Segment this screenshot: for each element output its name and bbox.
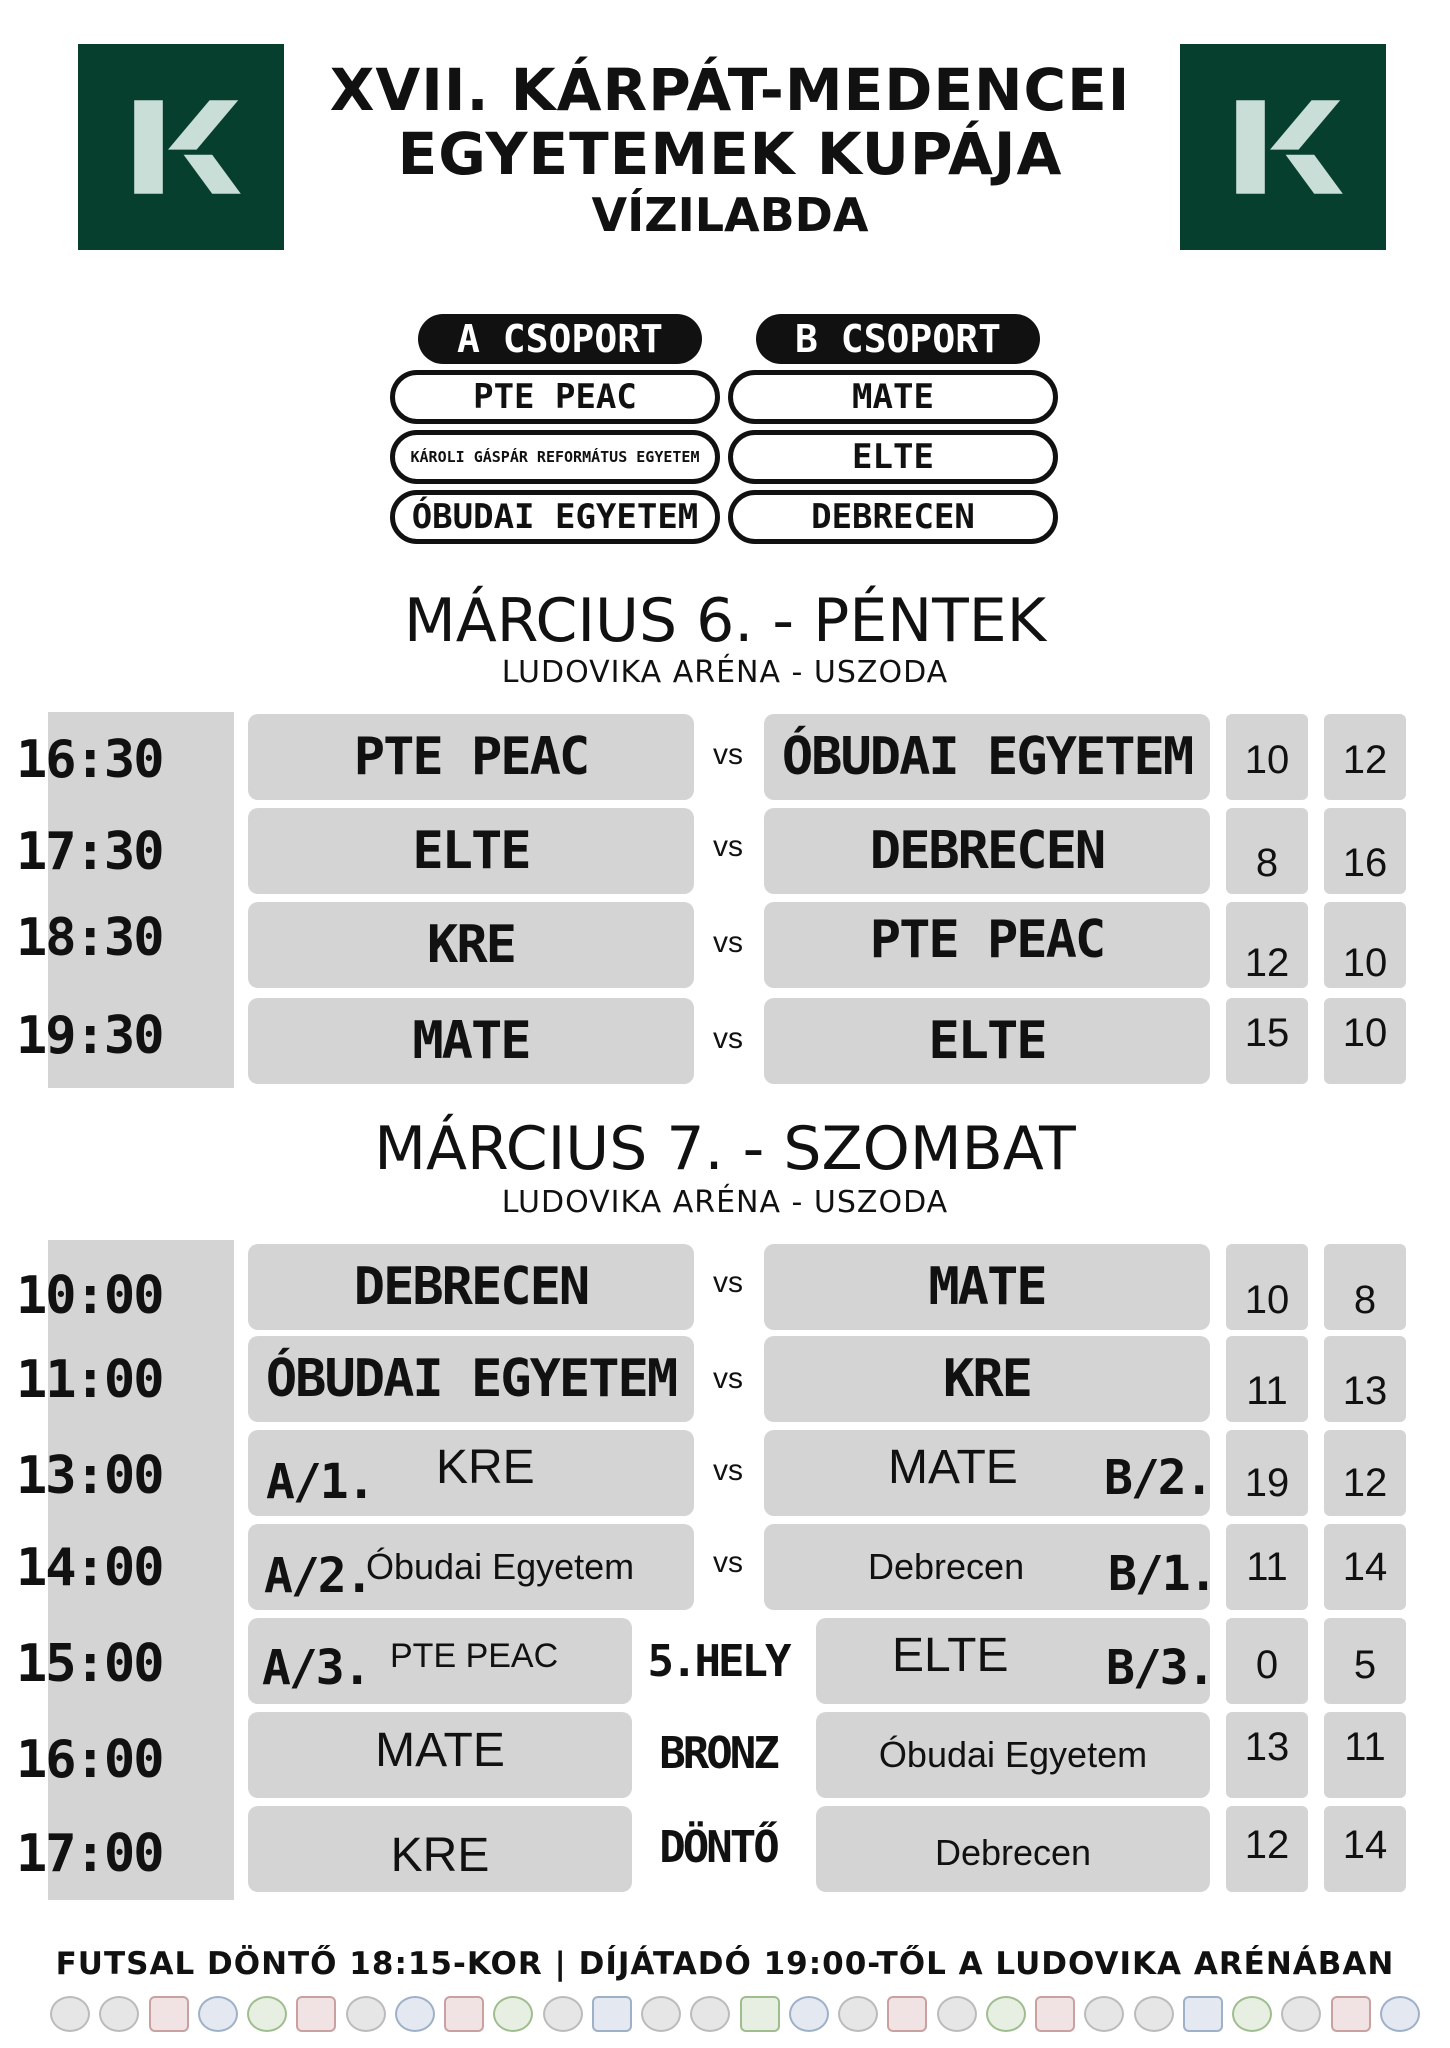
placement-label: BRONZ (659, 1728, 777, 1779)
home-score: 10 (1226, 1244, 1308, 1330)
home-team: KRE (427, 915, 515, 975)
home-team-cell (248, 1430, 694, 1516)
away-team-cell (816, 1618, 1214, 1704)
away-team: Óbudai Egyetem (878, 1734, 1148, 1775)
away-team-cell (764, 808, 1210, 894)
sponsor-logo-icon (1134, 1996, 1174, 2032)
match-separator: vs (713, 1454, 743, 1487)
home-score: 15 (1226, 998, 1308, 1084)
sponsor-logo-icon (198, 1996, 238, 2032)
sponsor-logo-icon (838, 1996, 878, 2032)
away-seed: B/3. (1106, 1640, 1214, 1696)
event-logo-right (1180, 44, 1386, 250)
group-b-header: B CSOPORT (756, 314, 1040, 364)
sponsor-logo-icon (346, 1996, 386, 2032)
day2-title: MÁRCIUS 7. - SZOMBAT (374, 1114, 1076, 1184)
away-team: KRE (943, 1349, 1031, 1409)
away-score: 13 (1324, 1336, 1406, 1422)
away-score: 10 (1324, 902, 1406, 988)
home-team: MATE (412, 1011, 530, 1071)
sponsor-logo-icon (740, 1996, 780, 2032)
away-score: 5 (1324, 1618, 1406, 1704)
sponsor-logo-icon (887, 1996, 927, 2032)
home-score: 19 (1226, 1430, 1308, 1516)
group-b-team: MATE (728, 370, 1058, 424)
home-team: PTE PEAC (353, 727, 589, 787)
match-separator: vs (713, 926, 743, 959)
home-seed: A/3. (262, 1640, 370, 1696)
title-line-2: EGYETEMEK KUPÁJA (397, 120, 1063, 188)
away-team: ÓBUDAI EGYETEM (781, 727, 1193, 787)
home-team-cell (248, 1806, 632, 1892)
sponsor-logo-icon (493, 1996, 533, 2032)
group-a-team: KÁROLI GÁSPÁR REFORMÁTUS EGYETEM (390, 430, 720, 484)
home-team-cell (248, 1618, 632, 1704)
away-team-cell (764, 998, 1210, 1084)
home-team-cell (248, 1244, 694, 1330)
match-separator: vs (713, 830, 743, 863)
home-team: KRE (436, 1440, 535, 1494)
sponsor-logo-icon (641, 1996, 681, 2032)
home-score: 11 (1226, 1524, 1308, 1610)
away-team-cell (816, 1712, 1210, 1798)
event-logo-left (78, 44, 284, 250)
title-line-1: XVII. KÁRPÁT-MEDENCEI (329, 56, 1131, 124)
sponsor-logo-icon (444, 1996, 484, 2032)
match-time: 16:00 (16, 1730, 163, 1790)
home-score: 10 (1226, 714, 1308, 800)
home-score: 8 (1226, 808, 1308, 894)
away-team-cell (764, 902, 1210, 988)
group-a (390, 314, 730, 544)
away-team-cell (816, 1806, 1210, 1892)
away-score: 8 (1324, 1244, 1406, 1330)
away-team: MATE (928, 1257, 1046, 1317)
home-team-cell (248, 808, 694, 894)
match-time: 17:30 (16, 822, 163, 882)
away-score: 14 (1324, 1806, 1406, 1892)
placement-label: 5.HELY (647, 1636, 789, 1687)
away-team-cell (764, 1430, 1210, 1516)
away-team-cell (764, 1524, 1216, 1610)
away-seed: B/2. (1104, 1450, 1212, 1506)
match-time: 16:30 (16, 730, 163, 790)
home-score: 11 (1226, 1336, 1308, 1422)
match-time: 14:00 (16, 1538, 163, 1598)
group-a-header: A CSOPORT (418, 314, 702, 364)
away-team: Debrecen (934, 1832, 1092, 1873)
match-time: 17:00 (16, 1824, 163, 1884)
sponsor-logo-icon (247, 1996, 287, 2032)
sponsor-logo-icon (296, 1996, 336, 2032)
group-b-team: DEBRECEN (728, 490, 1058, 544)
away-score: 16 (1324, 808, 1406, 894)
away-score: 12 (1324, 1430, 1406, 1516)
home-score: 12 (1226, 1806, 1308, 1892)
footer-note: FUTSAL DÖNTŐ 18:15-KOR | DÍJÁTADÓ 19:00-TŐL A LUDOVIKA ARÉNÁBAN (55, 1946, 1395, 1982)
k-logo-icon (1218, 82, 1348, 212)
home-team: PTE PEAC (390, 1636, 559, 1675)
group-b (728, 314, 1068, 544)
match-separator: vs (713, 1022, 743, 1055)
match-separator: vs (713, 1266, 743, 1299)
sponsor-logo-icon (592, 1996, 632, 2032)
away-score: 14 (1324, 1524, 1406, 1610)
sport-name: VÍZILABDA (591, 188, 869, 242)
group-b-team: ELTE (728, 430, 1058, 484)
match-time: 13:00 (16, 1446, 163, 1506)
day2-venue: LUDOVIKA ARÉNA - USZODA (501, 1185, 949, 1220)
sponsor-logo-icon (99, 1996, 139, 2032)
home-team-cell (248, 1712, 632, 1798)
sponsor-logo-icon (789, 1996, 829, 2032)
sponsor-logo-icon (395, 1996, 435, 2032)
away-team: PTE PEAC (869, 910, 1105, 970)
home-team: ÓBUDAI EGYETEM (265, 1349, 677, 1409)
sponsor-logo-strip (50, 1992, 1420, 2036)
sponsor-logo-icon (1084, 1996, 1124, 2032)
sponsor-logo-icon (986, 1996, 1026, 2032)
sponsor-logo-icon (1380, 1996, 1420, 2032)
sponsor-logo-icon (1281, 1996, 1321, 2032)
home-team-cell (248, 1336, 694, 1422)
group-a-team: ÓBUDAI EGYETEM (390, 490, 720, 544)
home-seed: A/2. (264, 1548, 372, 1604)
home-team: Óbudai Egyetem (366, 1546, 635, 1587)
sponsor-logo-icon (149, 1996, 189, 2032)
away-team: Debrecen (868, 1546, 1025, 1587)
sponsor-logo-icon (937, 1996, 977, 2032)
away-team: ELTE (928, 1011, 1046, 1071)
placement-label: DÖNTŐ (659, 1822, 777, 1873)
match-time: 11:00 (16, 1350, 163, 1410)
sponsor-logo-icon (1232, 1996, 1272, 2032)
home-team: ELTE (412, 821, 530, 881)
day1-title: MÁRCIUS 6. - PÉNTEK (403, 586, 1047, 656)
home-score: 13 (1226, 1712, 1308, 1798)
away-team: DEBRECEN (869, 821, 1105, 881)
away-team-cell (764, 714, 1210, 800)
sponsor-logo-icon (543, 1996, 583, 2032)
away-score: 10 (1324, 998, 1406, 1084)
away-team-cell (764, 1336, 1210, 1422)
sponsor-logo-icon (690, 1996, 730, 2032)
home-team-cell (248, 902, 694, 988)
k-logo-icon (116, 82, 246, 212)
home-team-cell (248, 1524, 694, 1610)
sponsor-logo-icon (1331, 1996, 1371, 2032)
home-seed: A/1. (266, 1454, 374, 1510)
home-team-cell (248, 998, 694, 1084)
match-separator: vs (713, 1362, 743, 1395)
match-time: 15:00 (16, 1634, 163, 1694)
match-time: 10:00 (16, 1266, 163, 1326)
home-team: MATE (375, 1723, 505, 1777)
away-score: 12 (1324, 714, 1406, 800)
group-a-team: PTE PEAC (390, 370, 720, 424)
match-time: 19:30 (16, 1006, 163, 1066)
home-score: 12 (1226, 902, 1308, 988)
sponsor-logo-icon (1035, 1996, 1075, 2032)
sponsor-logo-icon (1183, 1996, 1223, 2032)
match-separator: vs (713, 1546, 743, 1579)
match-separator: vs (713, 738, 743, 771)
home-team: DEBRECEN (353, 1257, 589, 1317)
poster-title (290, 58, 1170, 244)
away-team-cell (764, 1244, 1210, 1330)
home-team-cell (248, 714, 694, 800)
away-seed: B/1. (1108, 1546, 1216, 1602)
home-team: KRE (390, 1828, 490, 1882)
away-team: MATE (888, 1440, 1018, 1494)
home-score: 0 (1226, 1618, 1308, 1704)
away-team: ELTE (892, 1628, 1009, 1682)
day1-venue: LUDOVIKA ARÉNA - USZODA (501, 655, 949, 690)
match-time: 18:30 (16, 908, 163, 968)
away-score: 11 (1324, 1712, 1406, 1798)
sponsor-logo-icon (50, 1996, 90, 2032)
